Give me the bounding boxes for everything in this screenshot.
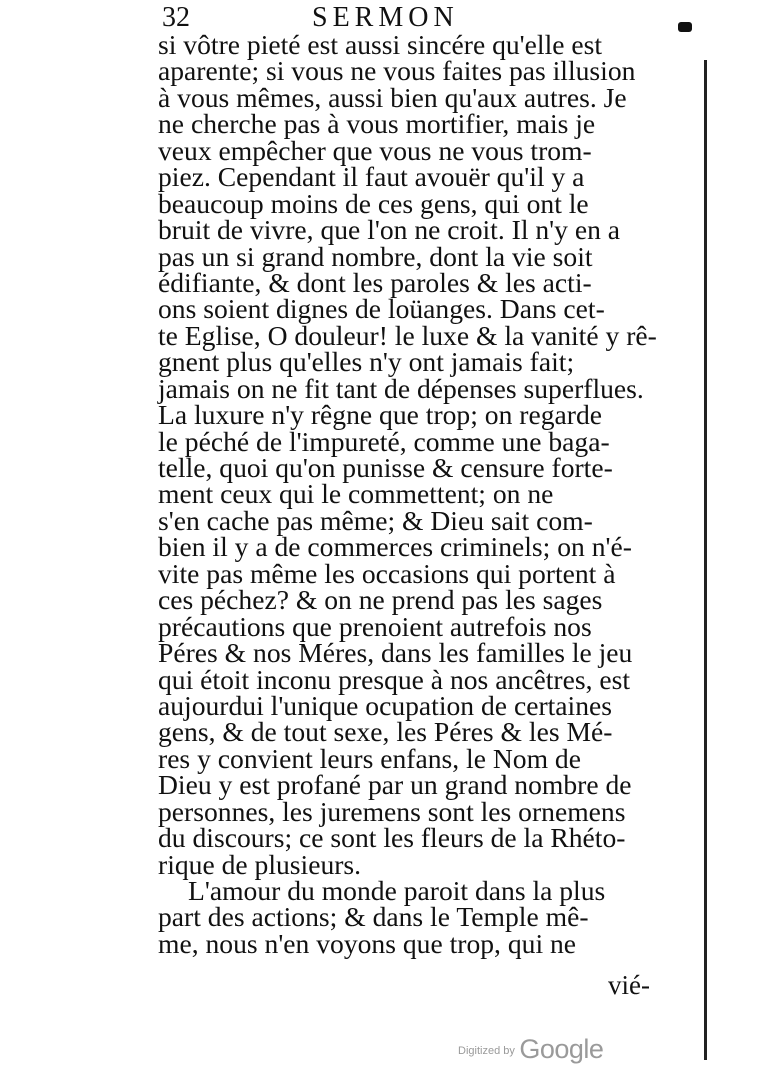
- text-line: ne cherche pas à vous mortifier, mais je: [158, 108, 596, 140]
- text-line: rique de plusieurs.: [158, 848, 362, 880]
- text-line: personnes, les juremens sont les ornemens: [158, 795, 626, 827]
- running-title: SERMON: [312, 2, 459, 33]
- body-text: [158, 29, 657, 959]
- text-line: bien il y a de commerces criminels; on n'é-: [158, 531, 632, 563]
- catchword: vié-: [608, 970, 650, 1000]
- page-number: 32: [162, 2, 190, 33]
- watermark-brand: Google: [519, 1034, 604, 1064]
- text-line: res y convient leurs enfans, le Nom de: [158, 742, 581, 774]
- text-line: telle, quoi qu'on punisse & censure forte-: [158, 452, 613, 483]
- text-line: précautions que prenoient autrefois nos: [158, 610, 592, 642]
- text-line: L'amour du monde paroit dans la plus: [188, 875, 606, 906]
- watermark: [458, 1034, 603, 1065]
- text-line: pas un si grand nombre, dont la vie soit: [158, 240, 593, 272]
- text-line: aparente; si vous ne vous faites pas illusion: [158, 55, 636, 87]
- margin-rule: [704, 60, 707, 1060]
- ink-blot: [678, 22, 692, 32]
- text-line: Dieu y est profané par un grand nombre de: [158, 769, 632, 801]
- text-line: du discours; ce sont les fleurs de la Rhéto-: [158, 822, 626, 854]
- text-line: gnent plus qu'elles n'y ont jamais fait;: [158, 346, 575, 378]
- text-line: gens, & de tout sexe, les Péres & les Mé-: [158, 716, 613, 748]
- text-line: ons soient dignes de loüanges. Dans cet-: [158, 293, 605, 325]
- text-line: piez. Cependant il faut avouër qu'il y a: [158, 161, 585, 193]
- text-line: si vôtre pieté est aussi sincére qu'elle est: [158, 29, 603, 60]
- text-line: édifiante, & dont les paroles & les acti-: [158, 266, 592, 298]
- text-line: le péché de l'impureté, comme une baga-: [158, 425, 610, 457]
- text-line: part des actions; & dans le Temple mê-: [158, 901, 589, 933]
- text-line: La luxure n'y rêgne que trop; on regarde: [158, 399, 602, 431]
- text-line: aujourdui l'unique ocupation de certaines: [158, 689, 612, 721]
- text-line: veux empêcher que vous ne vous trom-: [158, 134, 592, 166]
- text-line: s'en cache pas même; & Dieu sait com-: [158, 504, 593, 536]
- text-line: bruit de vivre, que l'on ne croit. Il n'y en a: [158, 214, 621, 246]
- text-line: me, nous n'en voyons que trop, qui ne: [158, 927, 577, 959]
- text-line: beaucoup moins de ces gens, qui ont le: [158, 187, 589, 219]
- text-line: jamais on ne fit tant de dépenses superflues.: [158, 372, 644, 404]
- text-line: Péres & nos Méres, dans les familles le jeu: [158, 637, 633, 669]
- text-line: qui étoit inconu presque à nos ancêtres, est: [158, 663, 631, 695]
- text-line: ment ceux qui le commettent; on ne: [158, 478, 554, 510]
- text-line: vite pas même les occasions qui portent à: [158, 557, 616, 589]
- text-line: te Eglise, O douleur! le luxe & la vanité y rê-: [158, 319, 657, 351]
- watermark-prefix: Digitized by: [458, 1045, 515, 1057]
- text-line: à vous mêmes, aussi bien qu'aux autres. Je: [158, 81, 627, 113]
- text-line: ces péchez? & on ne prend pas les sages: [158, 584, 603, 616]
